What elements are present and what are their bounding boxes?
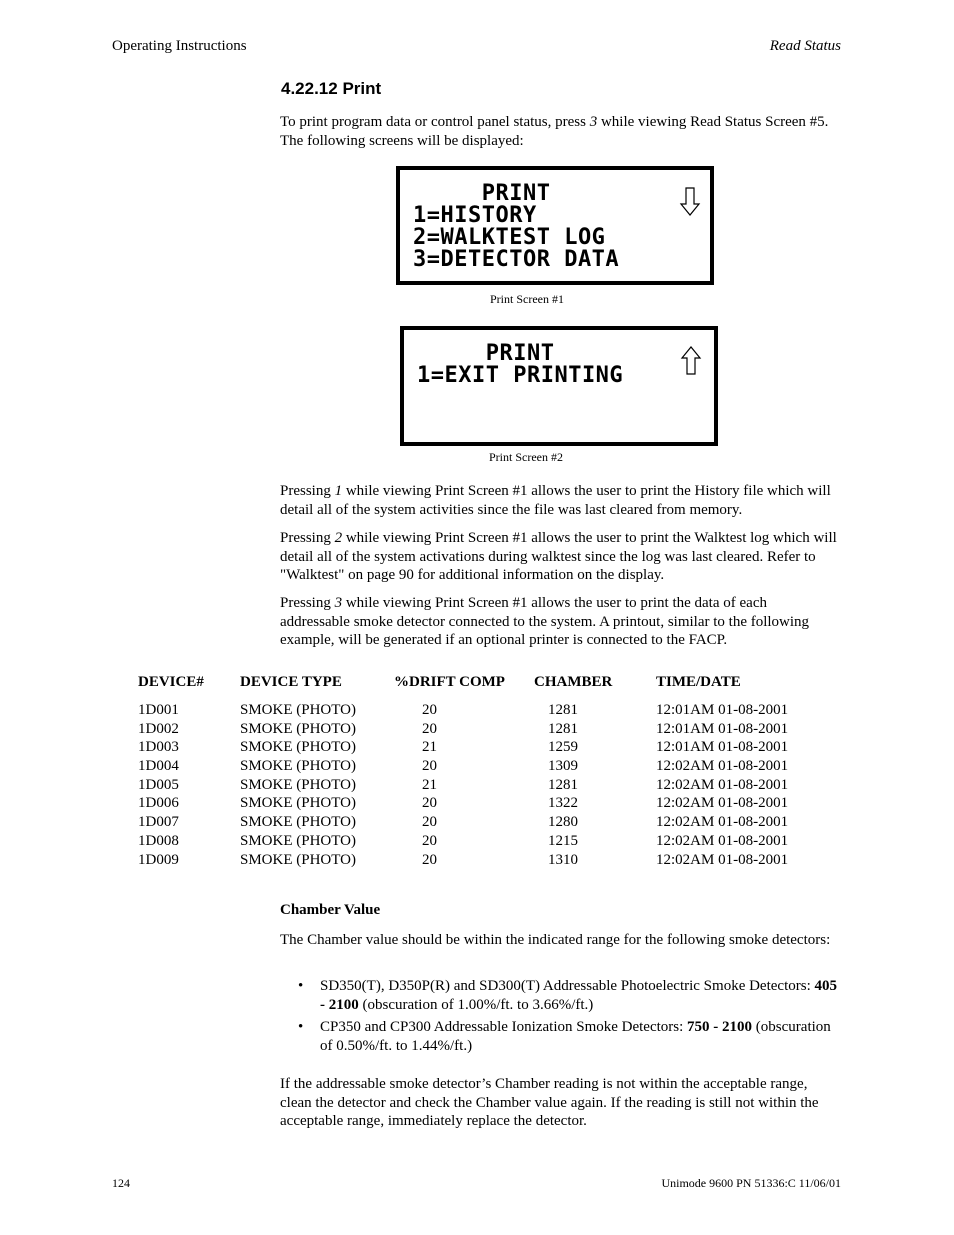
- table-row: [138, 795, 816, 814]
- lcd-line: 3=DETECTOR DATA: [413, 247, 620, 272]
- table-header-row: [138, 674, 816, 696]
- lcd-line: 1=HISTORY: [413, 203, 537, 228]
- intro-text-a: To print program data or control panel status, press: [280, 114, 590, 130]
- table-cell: 1D002: [138, 720, 179, 737]
- bullet-text: SD350(T), D350P(R) and SD300(T) Addressable Photoelectric Smoke Detectors:: [320, 978, 815, 994]
- table-cell: 12:02AM 01-08-2001: [656, 795, 789, 812]
- table-cell: 1281: [548, 702, 578, 718]
- caption-screen-1: Print Screen #1: [490, 292, 564, 306]
- list-item: [298, 977, 843, 1015]
- caption-screen-2: Print Screen #2: [489, 450, 563, 464]
- bullet-text: (obscuration of 1.00%/ft. to 3.66%/ft.): [358, 997, 594, 1013]
- column-header: TIME/DATE: [656, 674, 741, 690]
- table-cell: SMOKE (PHOTO): [240, 739, 356, 756]
- table-cell: 12:01AM 01-08-2001: [656, 739, 789, 756]
- detector-data-table: [138, 674, 816, 870]
- column-header: %DRIFT COMP: [394, 674, 505, 690]
- table-cell: SMOKE (PHOTO): [240, 758, 356, 775]
- running-header-left: Operating Instructions: [112, 38, 247, 54]
- table-cell: 12:01AM 01-08-2001: [656, 702, 789, 718]
- table-cell: SMOKE (PHOTO): [240, 776, 356, 793]
- lcd-print-screen-1: [396, 166, 714, 285]
- list-item: [298, 1018, 843, 1056]
- lcd-print-screen-2: [400, 326, 718, 446]
- para-text: Pressing: [280, 483, 335, 499]
- table-cell: 1D004: [138, 758, 179, 775]
- table-cell: 12:02AM 01-08-2001: [656, 832, 789, 849]
- bullet-text: CP350 and CP300 Addressable Ionization Smoke Detectors:: [320, 1019, 688, 1035]
- intro-key: 3: [589, 114, 598, 130]
- bullet-text: (obscuration of 0.50%/ft. to 1.44%/ft.): [320, 1019, 831, 1054]
- table-cell: 1D008: [138, 832, 179, 849]
- document-id: Unimode 9600 PN 51336:C 11/06/01: [661, 1176, 841, 1190]
- table-cell: 1310: [548, 851, 578, 868]
- lcd-line: 2=WALKTEST LOG: [413, 225, 606, 250]
- table-row: [138, 702, 816, 721]
- para-text: while viewing Print Screen #1 allows the user to print the data of each addressable smoke detector connected to the system. A printout, similar to the following example, will be generated if an optional printer is connected to the FACP.: [280, 595, 810, 648]
- table-cell: 20: [422, 832, 437, 849]
- table-cell: 12:01AM 01-08-2001: [656, 720, 789, 737]
- table-cell: 1309: [548, 758, 578, 775]
- table-cell: 20: [422, 795, 437, 812]
- table-cell: 1215: [548, 832, 578, 849]
- table-cell: 20: [422, 702, 437, 718]
- table-cell: 21: [422, 776, 437, 793]
- table-row: [138, 777, 816, 796]
- lcd-line: PRINT: [413, 181, 551, 206]
- lcd-line: PRINT: [417, 341, 555, 366]
- table-cell: 12:02AM 01-08-2001: [656, 814, 789, 831]
- chamber-intro: The Chamber value should be within the indicated range for the following smoke detectors:: [280, 932, 831, 948]
- paragraph-detector-data: [280, 594, 840, 650]
- para-key: 2: [334, 530, 343, 546]
- closing-paragraph: If the addressable smoke detector’s Chamber reading is not within the acceptable range, clean the detector and check the Chamber value again. If the reading is still not within the acceptable range, immediately replace the detector.: [280, 1076, 819, 1129]
- table-cell: SMOKE (PHOTO): [240, 702, 356, 718]
- table-cell: 1322: [548, 795, 578, 812]
- table-cell: 12:02AM 01-08-2001: [656, 851, 789, 868]
- intro-paragraph: [280, 113, 840, 150]
- table-cell: 1D005: [138, 776, 179, 793]
- table-row: [138, 852, 816, 871]
- page-number: 124: [112, 1176, 130, 1190]
- table-cell: SMOKE (PHOTO): [240, 832, 356, 849]
- column-header: DEVICE TYPE: [240, 674, 342, 690]
- para-key: 1: [334, 483, 343, 499]
- table-cell: 20: [422, 758, 437, 775]
- table-cell: 20: [422, 720, 437, 737]
- chamber-value-heading: Chamber Value: [280, 902, 381, 918]
- bullet-marker: •: [298, 1019, 304, 1035]
- table-cell: 12:02AM 01-08-2001: [656, 758, 789, 775]
- table-cell: 1D007: [138, 814, 179, 831]
- table-row: [138, 721, 816, 740]
- table-cell: 1D001: [138, 702, 179, 718]
- bullet-range: 405 - 2100: [320, 978, 837, 1013]
- para-text: Pressing: [280, 595, 335, 611]
- table-cell: 21: [422, 739, 437, 756]
- section-title: 4.22.12 Print: [281, 79, 382, 98]
- table-cell: SMOKE (PHOTO): [240, 795, 356, 812]
- chamber-bullet-list: [298, 977, 843, 1059]
- up-arrow-icon: [680, 345, 702, 375]
- table-row: [138, 833, 816, 852]
- paragraph-history: [280, 482, 840, 519]
- table-cell: 12:02AM 01-08-2001: [656, 776, 789, 793]
- table-cell: SMOKE (PHOTO): [240, 814, 356, 831]
- table-cell: 1D009: [138, 851, 179, 868]
- table-row: [138, 814, 816, 833]
- table-cell: 1280: [548, 814, 578, 831]
- column-header: DEVICE#: [138, 674, 204, 690]
- table-cell: SMOKE (PHOTO): [240, 720, 356, 737]
- column-header: CHAMBER: [534, 674, 613, 690]
- table-cell: 1D006: [138, 795, 179, 812]
- table-cell: 1D003: [138, 739, 179, 756]
- table-row: [138, 739, 816, 758]
- table-cell: SMOKE (PHOTO): [240, 851, 356, 868]
- bullet-range: 750 - 2100: [687, 1019, 753, 1035]
- table-cell: 20: [422, 814, 437, 831]
- bullet-marker: •: [298, 978, 304, 994]
- table-cell: 1281: [548, 776, 578, 793]
- table-cell: 20: [422, 851, 437, 868]
- para-key: 3: [334, 595, 343, 611]
- table-row: [138, 758, 816, 777]
- lcd-line: 1=EXIT PRINTING: [417, 363, 624, 388]
- running-header-right: Read Status: [769, 38, 841, 54]
- para-text: while viewing Print Screen #1 allows the user to print the History file which will detail all of the system activities since the file was last cleared from memory.: [280, 483, 831, 518]
- paragraph-walktest: [280, 529, 840, 585]
- table-cell: 1281: [548, 720, 578, 737]
- table-cell: 1259: [548, 739, 578, 756]
- para-text: while viewing Print Screen #1 allows the user to print the Walktest log which will detail all of the system activations during walktest since the log was last cleared. Refer to "Walktest" on page 90 for additional information on the display.: [280, 530, 837, 583]
- down-arrow-icon: [679, 187, 701, 217]
- intro-text-b: while viewing Read Status Screen #5. The following screens will be displayed:: [280, 114, 829, 149]
- para-text: Pressing: [280, 530, 335, 546]
